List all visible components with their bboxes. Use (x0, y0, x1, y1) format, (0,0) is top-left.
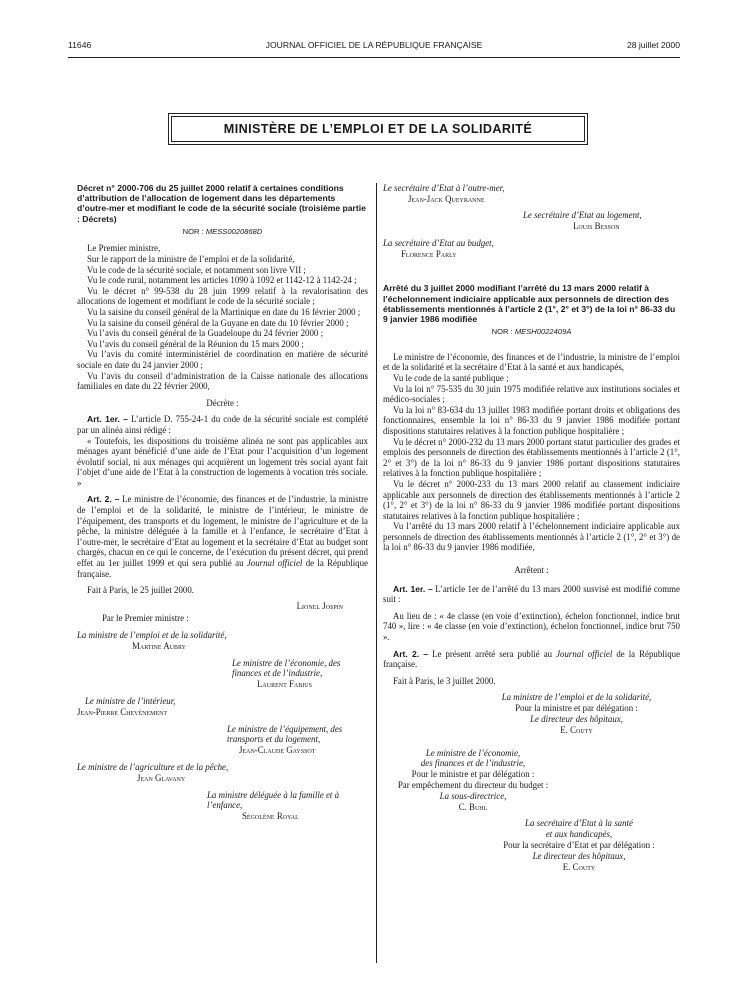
ministry-banner (168, 113, 588, 145)
page-header (68, 40, 680, 54)
signature-delegation: Pour la ministre et par délégation : (515, 703, 638, 714)
signature-title: La sous-directrice, (439, 790, 507, 801)
by-prime-minister: Par le Premier ministre : (102, 613, 189, 624)
signature-block (77, 762, 368, 784)
signature-block (383, 748, 563, 813)
decree-visa: Vu la saisine du conseil général de la Guyane en date du 10 février 2000 ; (87, 317, 349, 328)
signature-name: Ségolène Royal (242, 811, 299, 822)
signature-role: Le secrétaire d’Etat au logement, (523, 210, 642, 221)
decree-article-2: Art. 2. – Le ministre de l’économie, des finances et de l’industrie, la ministre de l’emploi et de la solidarité, le ministre de l’intérieur, le ministre de l’équipement, des transports et du logement, le ministre de l’agriculture et de la pêche, la ministre déléguée à la famille et à l’enfance, le secrétaire d’Etat à l’outre-mer, le secrétaire d’Etat au logement et la secrétaire d’Etat au budget sont chargés, chacun en ce qui le concerne, de l’exécution du présent décret, qui prend effet au 1er juillet 1999 et qui sera publié au Journal officiel de la République française. (77, 494, 368, 579)
signature-name: E. Couty (560, 724, 593, 735)
column-divider (376, 183, 377, 963)
order-article-1: Art. 1er. – L’article 1er de l’arrêté du 13 mars 2000 susvisé est modifié comme suit : (383, 583, 680, 605)
header-rule (68, 57, 680, 58)
order-nor: NOR : MESH0022409A (491, 327, 572, 337)
signature-role: La secrétaire d’Etat au budget, (383, 237, 494, 248)
page-number: 11646 (68, 40, 92, 50)
signature-name: Jean-Jack Queyranne (408, 193, 485, 204)
signature-role: La ministre de l’emploi et de la solidarité, (77, 630, 227, 640)
order-visa: Vu la loi n° 75-535 du 30 juin 1975 modifiée relative aux institutions sociales et médico-sociales ; (383, 383, 680, 405)
order-article-2: Art. 2. – Le présent arrêté sera publié au Journal officiel de la République française. (383, 648, 681, 670)
signature-role: La ministre déléguée à la famille et à l’enfance, (207, 789, 340, 811)
order-title: Arrêté du 3 juillet 2000 modifiant l’arrêté du 13 mars 2000 relatif à l’échelonnement indiciaire applicable aux personnels de direction des établissements mentionnés à l’article 2 (1°, 2° et 3°) de la loi n° 86-33 du 9 janvier 1986 modifiée (383, 283, 676, 324)
ministry-title: MINISTÈRE DE L’EMPLOI ET DE LA SOLIDARITÉ (171, 116, 585, 142)
decree-article-1: Art. 1er. – L’article D. 755-24-1 du code de la sécurité sociale est complété par un alinéa ainsi rédigé : (77, 414, 369, 435)
signature-role: La secrétaire d’Etat à la santé (525, 818, 633, 829)
decree-visa: Vu l’avis du conseil général de la Guadeloupe du 24 février 2000 ; (87, 328, 324, 339)
signature-name: Jean Glavany (137, 772, 186, 783)
decree-visa: Vu la saisine du conseil général de la Martinique en date du 16 février 2000 ; (87, 306, 361, 317)
signature-name: C. Buhl (458, 801, 488, 812)
order-opening: Le ministre de l’économie, des finances et de l’industrie, la ministre de l’emploi et de la solidarité et la secrétaire d’Etat à la santé et aux handicapés, (383, 351, 680, 373)
signature-block (383, 692, 680, 735)
decree-article-1-quote: « Toutefois, les dispositions du troisième alinéa ne sont pas applicables aux ménages ayant bénéficié d’une aide de l’Etat pour l’acquisition d’un logement évolutif social, ni aux ménages qui acquièrent un logement très social ayant fait l’objet d’une aide de l’Etat à la construction de logements à vocation très sociale. » (77, 435, 368, 488)
signature-block (383, 238, 680, 260)
decree-decrete: Décrète : (206, 397, 239, 408)
decree-column (77, 183, 368, 822)
decree-visa: Vu le code de la sécurité sociale, et notamment son livre VII ; (87, 264, 306, 275)
signature-name: Louis Besson (573, 220, 620, 231)
order-visa: Vu le décret n° 2000-232 du 13 mars 2000 portant statut particulier des grades et emplois des personnels de direction des établissements mentionnés à l’article 2 (1°, 2° et 3°) de la loi n° 86-33 du 9 janvier 1986 portant dispositions statutaires relatives à la fonction publique hospitalière ; (383, 436, 680, 479)
order-article-1-detail: Au lieu de : « 4e classe (en voie d’extinction), échelon fonctionnel, indice brut 740 », lire : « 4e classe (en voie d’extinction), échelon fonctionnel, indice brut 750 ». (383, 610, 680, 643)
decree-visa: Vu le décret n° 99-538 du 28 juin 1999 relatif à la revalorisation des allocations de logement et modifiant le code de la sécurité sociale ; (77, 285, 368, 307)
decree-visa: Vu le code rural, notamment les articles 1090 à 1092 et 1142-12 à 1142-24 ; (87, 275, 357, 286)
signature-block (383, 818, 680, 872)
signature-block (77, 790, 368, 822)
signature-name: Laurent Fabius (257, 679, 312, 690)
decree-nor: NOR : MESS0020868D (182, 226, 263, 236)
signature-name: Martine Aubry (132, 640, 187, 651)
order-visa: Vu la loi n° 83-634 du 13 juillet 1983 modifiée portant droits et obligations des fonctionnaires, ensemble la loi n° 86-33 du 9 janvier 1986 modifiée portant dispositions statutaires relatives à la fonction publique hospitalière ; (383, 404, 680, 436)
issue-date: 28 juillet 2000 (626, 40, 680, 50)
signature-delegation: Pour la secrétaire d’Etat et par délégation : (503, 839, 655, 850)
signature-role: Le ministre de l’agriculture et de la pêche, (77, 761, 229, 772)
order-visa: Vu le décret n° 2000-233 du 13 mars 2000 relatif au classement indiciaire applicable aux personnels de direction des établissements mentionnés à l’article 2 (1°, 2° et 3°) de la loi n° 86-33 du 9 janvier 1986 modifiée portant dispositions statutaires relatives à la fonction publique hospitalière ; (383, 478, 680, 521)
signature-name: Lionel Jospin (296, 600, 343, 611)
signature-delegation: Pour le ministre et par délégation : (411, 769, 535, 780)
signature-block (77, 630, 368, 652)
signature-title: Le directeur des hôpitaux, (530, 714, 623, 724)
signature-delegation: Par empêchement du directeur du budget : (397, 779, 549, 790)
signature-title: Le directeur des hôpitaux, (532, 850, 626, 861)
signature-block (77, 724, 368, 756)
signature-role: et aux handicapés, (545, 829, 613, 840)
decree-visa: Vu l’avis du comité interministériel de coordination en matière de sécurité sociale en date du 24 janvier 2000 ; (77, 349, 368, 370)
decree-opening: Le Premier ministre, (87, 243, 161, 254)
order-visa: Vu l’arrêté du 13 mars 2000 relatif à l’échelonnement indiciaire applicable aux personnels de direction des établissements mentionnés à l’article 2 (1°, 2° et 3°) de la loi n° 86-33 du 9 janvier 1986 modifiée, (383, 521, 680, 553)
signature-block (383, 210, 680, 232)
journal-title: JOURNAL OFFICIEL DE LA RÉPUBLIQUE FRANÇAISE (265, 40, 483, 50)
decree-visa: Sur le rapport de la ministre de l’emploi et de la solidarité, (87, 254, 295, 264)
signature-role: Le secrétaire d’Etat à l’outre-mer, (383, 183, 505, 193)
signature-name: Florence Parly (401, 248, 457, 259)
order-done: Fait à Paris, le 3 juillet 2000. (393, 675, 496, 686)
signature-block (77, 658, 368, 690)
signature-role: La ministre de l’emploi et de la solidarité, (501, 692, 652, 703)
signature-block (383, 183, 680, 204)
signature-name: Jean-Claude Gayssot (239, 745, 316, 756)
signature-role: Le ministre de l’équipement, des transports et du logement, (227, 723, 343, 745)
decree-continuation-and-order-column (383, 183, 680, 872)
decree-title: Décret n° 2000-706 du 25 juillet 2000 relatif à certaines conditions d’attribution de l’allocation de logement dans les départements d’outre-mer et modifiant le code de la sécurité sociale (troisième partie : Décrets) (77, 183, 366, 224)
signature-name: E. Couty (562, 861, 596, 872)
order-arretent: Arrêtent : (514, 565, 549, 576)
signature-role: Le ministre de l’économie, des finances et de l’industrie, (232, 657, 341, 679)
signature-role: Le ministre de l’économie, (425, 747, 521, 758)
signature-role: Le ministre de l’intérieur, (85, 695, 176, 706)
decree-done: Fait à Paris, le 25 juillet 2000. (87, 585, 194, 596)
signature-role: des finances et de l’industrie, (420, 758, 526, 769)
order-visa: Vu le code de la santé publique ; (393, 372, 509, 383)
decree-visa: Vu l’avis du conseil général de la Réunion du 15 mars 2000 ; (87, 338, 304, 349)
decree-visa: Vu l’avis du conseil d’administration de la Caisse nationale des allocations familiales en date du 22 février 2000, (77, 370, 368, 392)
signature-name: Jean-Pierre Chevènement (77, 706, 168, 717)
signature-block (77, 696, 368, 718)
